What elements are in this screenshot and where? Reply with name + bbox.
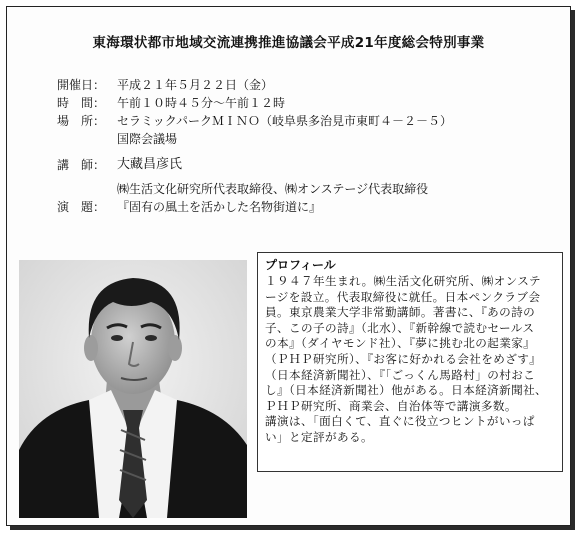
profile-heading: プロフィール — [265, 258, 336, 272]
speaker-label: 講 師： — [57, 158, 106, 172]
profile-line: 子、この子の詩』（北水）、『新幹線で読むセールス — [265, 320, 535, 335]
profile-line: し』（日本経済新聞社）他がある。日本経済新聞社、 — [265, 383, 548, 398]
profile-line: 員。東京農業大学非常勤講師。著書に、『あの詩の — [265, 305, 536, 320]
speaker-photo — [19, 260, 247, 518]
profile-line: 講演は、「面白くて、直ぐに役立つヒントがいっぱ — [265, 414, 535, 429]
profile-line: １９４７年生まれ。㈱生活文化研究所、㈱オンステ — [265, 274, 541, 288]
date-label: 開催日： — [57, 78, 106, 92]
speaker-affiliation: ㈱生活文化研究所代表取締役、㈱オンステージ代表取締役 — [117, 182, 429, 196]
page-title: 東海環状都市地域交流連携推進協議会平成21年度総会特別事業 — [92, 35, 485, 51]
profile-line: ＰＨＰ研究所、商業会、自治体等で講演多数。 — [265, 398, 517, 413]
speaker-name: 大藏昌彦氏 — [117, 157, 183, 172]
profile-line: ージを設立。代表取締役に就任。日本ペンクラブ会 — [265, 289, 541, 304]
speaker-portrait-icon — [19, 260, 247, 518]
topic-value: 『固有の風土を活かした名物街道に』 — [117, 200, 322, 214]
profile-line: い」と定評がある。 — [265, 429, 373, 444]
place-label: 場 所： — [57, 114, 106, 128]
profile-line: （日本経済新聞社）、『「ごっくん馬路村」の村おこ — [265, 367, 536, 382]
profile-box — [257, 252, 563, 472]
profile-body — [265, 274, 555, 446]
profile-line: （ＰＨＰ研究所）、『お客に好かれる会社をめざす』 — [265, 351, 542, 366]
time-label: 時 間： — [57, 96, 106, 110]
time-value: 午前１０時４５分～午前１２時 — [117, 96, 286, 110]
profile-line: の本』（ダイヤモンド社）、『夢に挑む北の起業家』 — [265, 336, 536, 351]
flyer-frame — [6, 6, 571, 526]
place-room: 国際会議場 — [117, 132, 178, 146]
place-value: セラミックパークＭＩＮＯ（岐阜県多治見市東町４－２－５） — [117, 114, 453, 128]
topic-label: 演 題： — [57, 200, 106, 214]
date-value: 平成２１年５月２２日（金） — [117, 78, 274, 92]
